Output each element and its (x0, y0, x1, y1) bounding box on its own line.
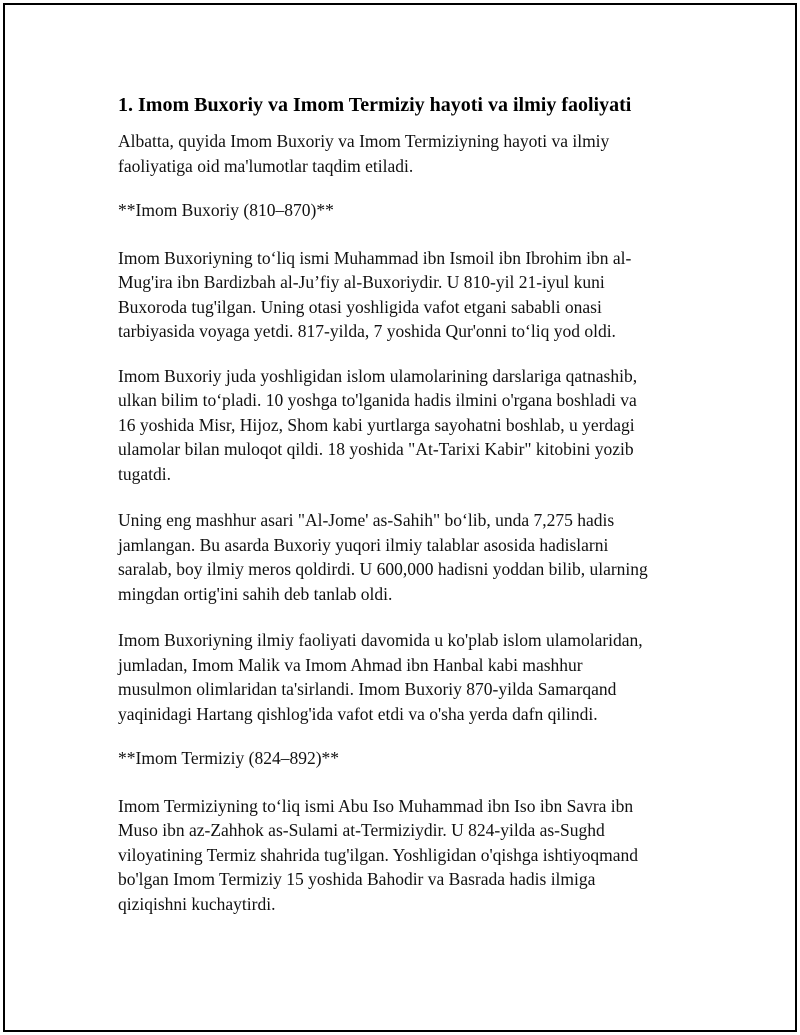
paragraph-buxoriy-influence: Imom Buxoriyning ilmiy faoliyati davomida u ko'plab islom ulamolaridan, jumladan, Imom Malik va Imom Ahmad ibn Hanbal kabi mashhur musulmon olimlaridan ta'sirlandi. Imom Buxoriy 870-yilda Samarqand yaqinidagi Hartang qishlog'ida vafot etdi va o'sha yerda dafn qilindi. (118, 630, 643, 724)
paragraph-buxoriy-name: Imom Buxoriyning to‘liq ismi Muhammad ibn Ismoil ibn Ibrohim ibn al- Mug'ira ibn Bardizbah al-Ju’fiy al-Buxoriydir. U 810-yil 21-iyul kuni Buxoroda tug'ilgan. Uning otasi yoshligida vafot etgani sababli onasi tarbiyasida voyaga yetdi. 817-yilda, 7 yoshida Qur'onni to‘liq yod oldi. (118, 247, 632, 341)
paragraph-termiziy-name: Imom Termiziyning to‘liq ismi Abu Iso Muhammad ibn Iso ibn Savra ibn Muso ibn az-Zahhok as-Sulami at-Termiziydir. U 824-yilda as-Sughd viloyatining Termiz shahrida tug'ilgan. Yoshligidan o'qishga ishtiyoqmand bo'lgan Imom Termiziy 15 yoshida Bahodir va Basrada hadis ilmiga qiziqishni kuchaytirdi. (118, 795, 639, 914)
document-body (118, 92, 698, 916)
paragraph-buxoriy-youth: Imom Buxoriy juda yoshligidan islom ulamolarining darslariga qatnashib, ulkan bilim to‘pladi. 10 yoshga to'lganida hadis ilmini o'rgana boshladi va 16 yoshida Misr, Hijoz, Shom kabi yurtlarga sayohatni boshlab, u yerdagi ulamolar bilan muloqot qildi. 18 yoshida "At-Tarixi Kabir" kitobini yozib tugatdi. (118, 365, 638, 484)
paragraph-buxoriy-sahih: Uning eng mashhur asari "Al-Jome' as-Sahih" bo‘lib, unda 7,275 hadis jamlangan. Bu asarda Buxoriy yuqori ilmiy talablar asosida hadislarni saralab, boy ilmiy meros qoldirdi. U 600,000 hadisni yoddan bilib, ularning mingdan ortig'ini sahih deb tanlab oldi. (118, 510, 648, 604)
document-title: 1. Imom Buxoriy va Imom Termiziy hayoti va ilmiy faoliyati (118, 94, 632, 116)
intro-paragraph: Albatta, quyida Imom Buxoriy va Imom Termiziyning hayoti va ilmiy faoliyatiga oid ma'lumotlar taqdim etiladi. (118, 131, 610, 176)
section-heading-termiziy: **Imom Termiziy (824–892)** (118, 748, 340, 768)
section-heading-buxoriy: **Imom Buxoriy (810–870)** (118, 200, 334, 220)
